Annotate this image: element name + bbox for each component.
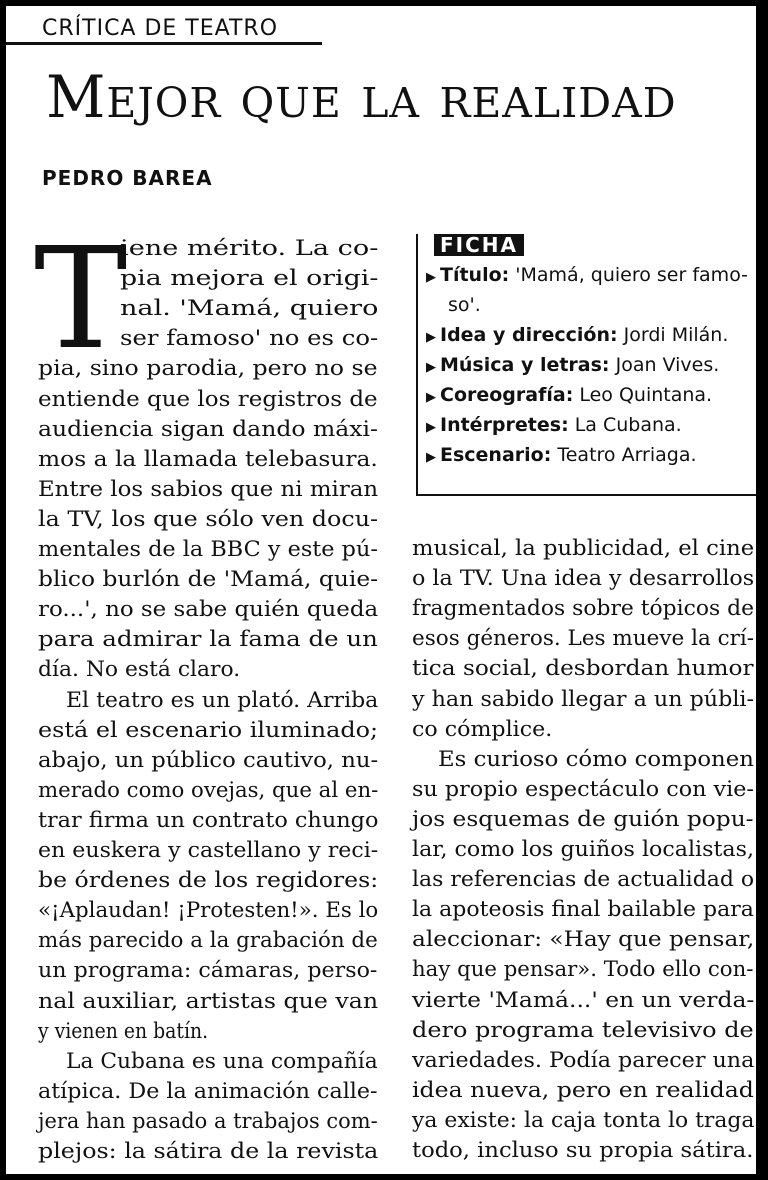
- text-line: para admirar la fama de un: [38, 627, 378, 653]
- info-box-value: La Cubana.: [568, 414, 682, 436]
- text-line: mentales de la BBC y este pú-: [38, 537, 378, 562]
- text-line: o la TV. Una idea y desarrollos: [412, 566, 755, 592]
- info-box-value-continued: so'.: [448, 294, 481, 316]
- text-line: está el escenario iluminado;: [38, 717, 379, 743]
- info-box-item: [426, 356, 719, 375]
- text-line: Entre los sabios que ni miran: [38, 476, 379, 502]
- info-box-label: Idea y dirección:: [440, 324, 618, 346]
- text-line: audiencia sigan dando máxi-: [38, 416, 378, 442]
- triangle-bullet-icon: ▶: [426, 330, 436, 345]
- text-line: en euskera y castellano y reci-: [38, 838, 379, 863]
- text-line: nal. 'Mamá, quiero: [120, 296, 379, 322]
- text-line: jera han pasado a trabajos com-: [38, 1108, 378, 1134]
- info-box-item: [426, 386, 712, 405]
- text-line: La Cubana es una compañía: [66, 1048, 378, 1074]
- text-line: todo, incluso su propia sátira.: [412, 1138, 754, 1163]
- text-line: y han sabido llegar a un públi-: [412, 686, 755, 712]
- text-line: vierte 'Mamá...' en un verda-: [412, 987, 755, 1013]
- triangle-bullet-icon: ▶: [426, 270, 436, 285]
- text-line: las referencias de actualidad o: [412, 867, 755, 893]
- text-line: merado como ovejas, que al en-: [38, 777, 379, 803]
- info-box-value: 'Mamá, quiero ser famo-: [509, 264, 749, 286]
- text-line: iene mérito. La co-: [120, 236, 379, 261]
- byline: PEDRO BAREA: [42, 166, 213, 190]
- info-box-label: Coreografía:: [440, 384, 574, 406]
- info-box-item: [426, 416, 682, 435]
- text-line: entiende que los registros de: [38, 386, 378, 412]
- text-line: trar firma un contrato chungo: [38, 807, 379, 833]
- text-line: musical, la publicidad, el cine: [412, 536, 755, 561]
- info-box-label: Título:: [440, 264, 510, 286]
- info-box-item: [426, 446, 697, 465]
- text-line: jos esquemas de guión popu-: [412, 806, 754, 832]
- text-line: dero programa televisivo de: [412, 1017, 754, 1043]
- text-line: plejos: la sátira de la revista: [38, 1139, 379, 1164]
- info-box-item: [426, 266, 748, 285]
- text-line: blico burlón de 'Mamá, quie-: [38, 567, 379, 593]
- info-box-item: [426, 326, 728, 345]
- text-line: pia, sino parodia, pero no se: [38, 356, 378, 382]
- text-line: mos a la llamada telebasura.: [38, 446, 378, 472]
- text-line: variedades. Podía parecer una: [412, 1047, 755, 1073]
- text-line: y vienen en batín.: [38, 1018, 209, 1044]
- info-box-label: Escenario:: [440, 444, 552, 466]
- triangle-bullet-icon: ▶: [426, 450, 436, 465]
- text-line: lar, como los guiños localistas,: [412, 837, 755, 862]
- newspaper-clipping: [6, 6, 756, 1174]
- text-line: ya existe: la caja tonta lo traga: [412, 1107, 755, 1133]
- text-line: tica social, desbordan humor: [412, 656, 754, 682]
- info-box: [416, 234, 756, 496]
- text-line: «¡Aplaudan! ¡Protesten!». Es lo: [38, 898, 379, 924]
- headline: Mejor que la realidad: [46, 63, 677, 131]
- text-line: un programa: cámaras, perso-: [38, 958, 378, 984]
- section-rule: [6, 42, 322, 45]
- triangle-bullet-icon: ▶: [426, 420, 436, 435]
- info-box-value: Jordi Milán.: [617, 324, 729, 346]
- text-line: hay que pensar». Todo ello con-: [412, 957, 754, 983]
- text-line: be órdenes de los regidores:: [38, 868, 379, 894]
- text-line: ser famoso' no es co-: [120, 326, 379, 352]
- info-box-value: Joan Vives.: [609, 354, 720, 376]
- info-box-label: Música y letras:: [440, 354, 610, 376]
- text-line: nal auxiliar, artistas que van: [38, 988, 379, 1014]
- text-line: más parecido a la grabación de: [38, 928, 378, 954]
- info-box-label: Intérpretes:: [440, 414, 569, 436]
- text-line: El teatro es un plató. Arriba: [66, 687, 379, 713]
- section-label: CRÍTICA DE TEATRO: [42, 16, 279, 41]
- text-line: idea nueva, pero en realidad: [412, 1077, 754, 1103]
- text-line: aleccionar: «Hay que pensar,: [412, 927, 755, 953]
- text-line: pia mejora el origi-: [120, 266, 379, 292]
- text-line: fragmentados sobre tópicos de: [412, 596, 755, 622]
- triangle-bullet-icon: ▶: [426, 390, 436, 405]
- text-line: la apoteosis final bailable para: [412, 897, 754, 923]
- text-line: ro...', no se sabe quién queda: [38, 597, 379, 623]
- info-box-value: Teatro Arriaga.: [551, 444, 697, 466]
- info-box-value: Leo Quintana.: [573, 384, 713, 406]
- text-line: día. No está claro.: [38, 657, 241, 683]
- drop-cap: T: [34, 218, 128, 381]
- info-box-title: FICHA: [434, 234, 524, 256]
- text-line: abajo, un público cautivo, nu-: [38, 747, 379, 773]
- text-line: su propio espectáculo con vie-: [412, 776, 754, 802]
- text-line: la TV, los que sólo ven docu-: [38, 506, 379, 532]
- text-line: Es curioso cómo componen: [438, 746, 754, 772]
- text-line: co cómplice.: [412, 716, 553, 742]
- text-line: esos géneros. Les mueve la crí-: [412, 626, 755, 652]
- text-line: atípica. De la animación calle-: [38, 1078, 378, 1104]
- triangle-bullet-icon: ▶: [426, 360, 436, 375]
